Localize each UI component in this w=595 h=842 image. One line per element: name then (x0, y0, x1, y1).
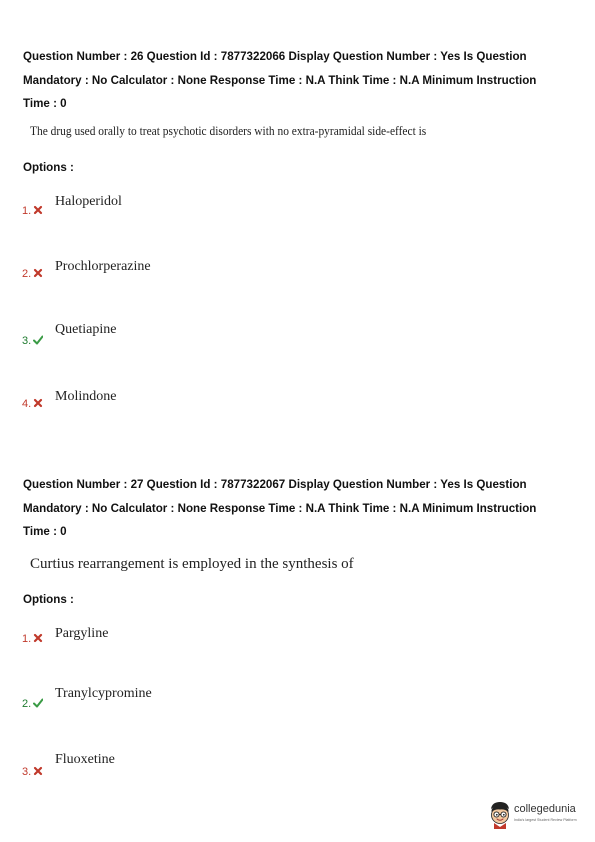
collegedunia-logo (488, 800, 588, 832)
cross-icon (33, 205, 43, 215)
question-27-text: Curtius rearrangement is employed in the synthesis of (30, 556, 354, 572)
question-meta-line: Time : 0 (23, 525, 67, 538)
option-text: Haloperidol (55, 194, 122, 209)
option-number-text: 2. (22, 268, 32, 280)
option-number (22, 205, 43, 217)
question-26-text: The drug used orally to treat psychotic disorders with no extra-pyramidal side-effect is (30, 123, 427, 138)
option-number (22, 698, 43, 710)
cross-icon (33, 268, 43, 278)
option-text: Molindone (55, 389, 117, 404)
logo-tagline: India's largest Student Review Platform (514, 818, 577, 822)
logo-wordmark: collegedunia (514, 803, 576, 815)
question-26-meta (23, 45, 583, 116)
option-number (22, 335, 43, 347)
option-text: Prochlorperazine (55, 259, 151, 274)
mascot-face-icon (488, 800, 512, 830)
option-number (22, 268, 43, 280)
option-number-text: 3. (22, 335, 32, 347)
question-meta-line: Question Number : 27 Question Id : 7877322067 Display Question Number : Yes Is Question (23, 478, 527, 491)
option-text: Fluoxetine (55, 752, 115, 767)
question-26-options-label: Options : (23, 161, 74, 174)
option-number (22, 398, 43, 410)
cross-icon (33, 766, 43, 776)
question-meta-line: Time : 0 (23, 97, 67, 110)
question-meta-line: Mandatory : No Calculator : None Response Time : N.A Think Time : N.A Minimum Instruction (23, 73, 537, 87)
option-text: Tranylcypromine (55, 686, 152, 701)
option-number (22, 633, 43, 645)
cross-icon (33, 633, 43, 643)
question-27-options-label: Options : (23, 593, 74, 606)
option-number-text: 4. (22, 398, 32, 410)
check-icon (33, 335, 43, 345)
option-number-text: 2. (22, 698, 32, 710)
option-number (22, 766, 43, 778)
option-number-text: 1. (22, 633, 32, 645)
option-text: Pargyline (55, 626, 109, 641)
option-number-text: 1. (22, 205, 32, 217)
question-27-meta (23, 473, 583, 544)
option-number-text: 3. (22, 766, 32, 778)
option-text: Quetiapine (55, 322, 117, 337)
check-icon (33, 698, 43, 708)
question-meta-line: Question Number : 26 Question Id : 7877322066 Display Question Number : Yes Is Question (23, 50, 527, 63)
cross-icon (33, 398, 43, 408)
question-meta-line: Mandatory : No Calculator : None Response Time : N.A Think Time : N.A Minimum Instruction (23, 501, 537, 515)
